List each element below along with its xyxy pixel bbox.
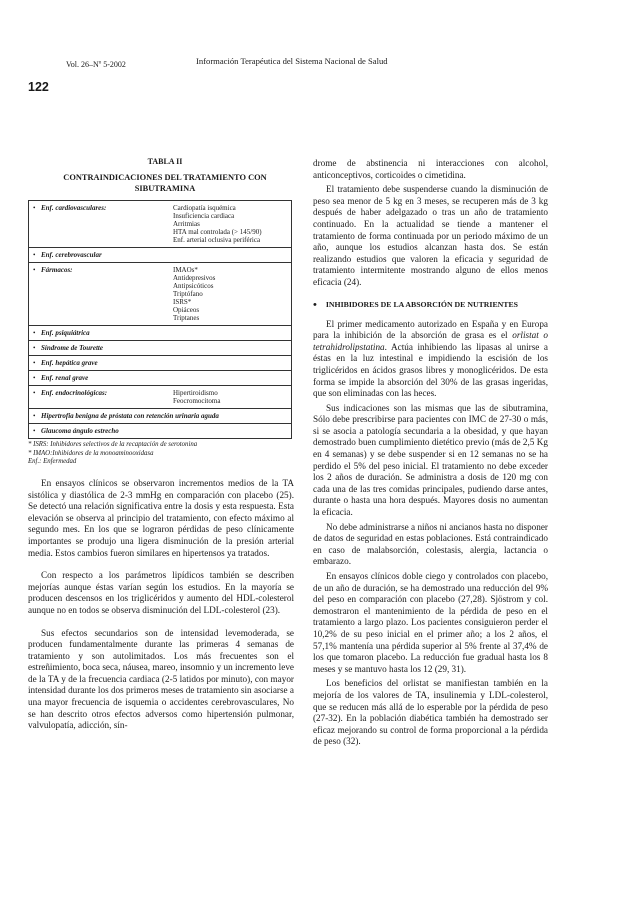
row-values [173,266,287,322]
journal-title: Información Terapéutica del Sistema Nacional de Salud [196,56,388,66]
table-row [29,424,291,438]
body-paragraph: Con respecto a los parámetros lipídicos también se describen mejorías aunque éstas varían según los estudios. En la mayoría se producen descensos en los triglicéridos y aumento del HDL-colesterol aunque no en todos se observa disminución del LDL-colesterol (23). [28,570,294,615]
drug-name: orlistat o tetrahidrolipstatina [313,330,548,352]
row-label: Síndrome de Tourette [41,344,103,353]
bullet-icon: • [33,412,36,421]
bullet-icon: • [33,374,36,383]
body-paragraph: Los beneficios del orlistat se manifiestan también en la mejoría de los valores de TA, insulinemia y LDL-colesterol, que se reducen más allá de lo esperable por la pérdida de peso (27-32). En la población diabética también ha demostrado ser eficaz mejorando su control de forma proporcional a la pérdida de peso (32). [313,678,548,747]
table-row [29,248,291,263]
row-values [173,204,287,244]
row-value: HTA mal controlada (> 145/90) [173,228,262,237]
table-row [29,263,291,326]
bullet-icon: • [33,204,36,213]
right-column [313,158,548,748]
row-value: Arritmias [173,220,200,229]
footnote: * ISRS: Inhibidores selectivos de la recaptación de serotonina [28,441,198,449]
page-number: 122 [28,80,49,94]
bullet-icon: • [33,329,36,338]
table-footnotes [28,441,294,467]
row-label: Enf. psiquiátrica [41,329,90,338]
body-paragraph: Sus indicaciones son las mismas que las de sibutramina, Sólo debe prescribirse para pacientes con IMC de 27-30 o más, si se asocia a patología secundaria a la obesidad, y que hayan demostrado buen cumplimiento dietético previo (más de 2,5 Kg en 4 semanas) y se debe suspender si en 12 semanas no se ha perdido el 5% del peso inicial. El tratamiento no debe exceder los 2 años de duración. Se administra a dosis de 120 mg con cada una de las tres comidas principales, pudiendo darse antes, durante o hasta una hora después. Mayores dosis no aumentan la eficacia. [313,402,548,518]
body-paragraph: En ensayos clínicos se observaron incrementos medios de la TA sistólica y diastólica de 2-3 mmHg en comparación con placebo (25). Se detectó una relación significativa entre la dosis y esta respuesta. Esta elevación se observa al principio del tratamiento, con efecto máximo al segundo mes. En los que se lograron pérdidas de peso clínicamente importantes se produjo una ligera disminución de la presión arterial media. Estos cambios fueron similares en hipertensos ya tratados. [28,477,294,558]
row-label: Enf. renal grave [41,374,89,383]
contraindications-table [28,200,292,439]
body-paragraph: El primer medicamento autorizado en España y en Europa para la inhibición de la absorción de grasa es el orlistat o tetrahidrolipstatina. Actúa inhibiendo las lipasas al unirse a éstas en la luz intestinal e impidiendo la escisión de los triglicéridos en ácidos grasos libres y monoglicéridos. De esta forma se impide la absorción del 30% de las grasas ingeridas, que son eliminadas con las heces. [313,318,548,399]
row-value: Hipertiroidismo [173,389,218,398]
row-value: Cardiopatía isquémica [173,204,236,213]
row-value: ISRS* [173,298,192,307]
row-label: Fármacos: [41,266,73,275]
row-value: Antidepresivos [173,274,216,283]
table-label: TABLA II [147,157,183,166]
table-row [29,371,291,386]
row-label: Enf. hepática grave [41,359,98,368]
table-row [29,409,291,424]
table-row [29,386,291,409]
bullet-icon: • [33,427,36,436]
row-value: Triptófano [173,290,203,299]
row-label: Enf. cardiovasculares: [41,204,107,213]
row-label: Glaucoma ángulo estrecho [41,427,119,436]
row-label: Enf. cerebrovascular [41,251,102,260]
table-row [29,201,291,248]
body-paragraph: En ensayos clínicos doble ciego y controlados con placebo, de un año de duración, se ha demostrado una reducción del 9% del peso en comparación con placebo (27,28). Sjöstrom y col. demostraron el mantenimiento de la pérdida de peso en el tratamiento a largo plazo. Los pacientes consiguieron perder el 10,2% de su peso inicial en el primer año; a los 2 años, el 57,1% mantenía una pérdida superior al 5% frente al 37,4% de los que tomaron placebo. La reducción fue gradual hasta los 8 meses y se mantuvo hasta los 12 (29, 31). [313,571,548,674]
section-heading-text: INHIBIDORES DE LA ABSORCIÓN DE NUTRIENTES [325,300,519,310]
row-values [173,389,287,405]
table-row [29,341,291,356]
table-title: CONTRAINDICACIONES DEL TRATAMIENTO CON SIBUTRAMINA [63,173,267,193]
bullet-icon: • [33,344,36,353]
section-heading [313,299,548,311]
row-label: Hipertrofia benigna de próstata con retención urinaria aguda [41,412,219,421]
table-row [29,326,291,341]
bullet-icon: • [313,298,317,311]
row-value: Triptanes [173,314,200,323]
bullet-icon: • [33,359,36,368]
row-value: Opiáceos [173,306,200,315]
volume-info: Vol. $26-N^o$ 5-2002 [66,60,126,69]
footnote: Enf.: Enfermedad [28,458,77,466]
row-value: Feocromocitoma [173,397,221,406]
row-value: IMAOs* [173,266,198,275]
row-value: Antipsicóticos [173,282,214,291]
body-paragraph: drome de abstinencia ni interacciones con alcohol, anticonceptivos, corticoides o cimetidina. [313,158,548,180]
footnote: * IMAO:Inhibidores de la monoaminooxidasa [28,449,154,457]
left-column [28,157,294,732]
row-value: Insuficiencia cardiaca [173,212,235,221]
row-label: Enf. endocrinológicas: [41,389,108,398]
table-row [29,356,291,371]
body-paragraph: El tratamiento debe suspenderse cuando la disminución de peso sea menor de 5 kg en 3 meses, se recuperen más de 3 kg después de haber adelgazado o tras un año de tratamiento continuado. En la actualidad se tiende a mantener el tratamiento de forma continuada por un periodo máximo de un año, aunque los estudios alcanzan hasta dos. Se están realizando estudios que valoren la eficacia y seguridad de tratamiento intermitente mostrando alguno de ellos menos eficacia (24). [313,184,548,287]
bullet-icon: • [33,266,36,275]
bullet-icon: • [33,389,36,398]
body-paragraph: Sus efectos secundarios son de intensidad levemoderada, se producen fundamentalmente durante las primeras 4 semanas de tratamiento y son autolimitados. Los más frecuentes son el estreñimiento, boca seca, náusea, mareo, insomnio y un incremento leve de la TA y de la frecuencia cardiaca (2-5 latidos por minuto), con mayor intensidad durante los dos primeros meses de tratamiento sin asociarse a una mayor frecuencia de isquemia o accidentes cerebrovasculares, No se han descrito otros efectos adversos como hipertensión pulmonar, valvulopatía, adicción, sín- [28,627,294,731]
bullet-icon: • [33,251,36,260]
row-value: Enf. arterial oclusiva periférica [173,236,261,245]
body-paragraph: No debe administrarse a niños ni ancianos hasta no disponer de datos de seguridad en estas poblaciones. Está contraindicado en caso de malabsorción, colestasis, alergia, lactancia o embarazo. [313,521,548,567]
